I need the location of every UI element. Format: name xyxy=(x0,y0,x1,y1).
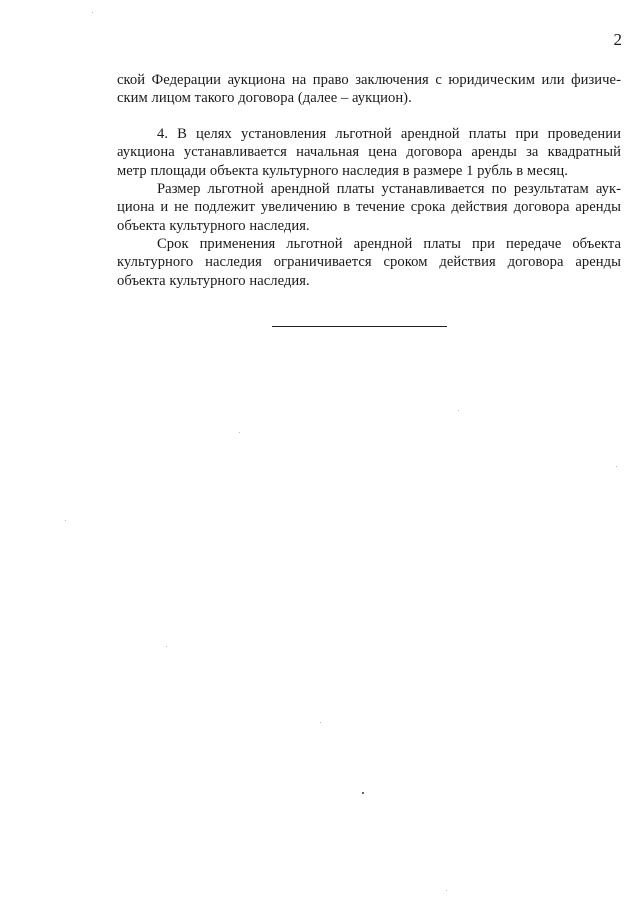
scan-speck xyxy=(166,646,167,647)
scan-speck xyxy=(92,12,93,13)
text-line: Размер льготной арендной платы устанавливается по результатам аук- xyxy=(157,181,621,197)
scan-speck xyxy=(320,722,321,723)
scan-speck xyxy=(458,410,459,411)
text-line: объекта культурного наследия. xyxy=(117,272,310,289)
text-line: ским лицом такого договора (далее – аукцион). xyxy=(117,90,412,107)
end-separator-line xyxy=(272,326,447,327)
text-line: Срок применения льготной арендной платы при передаче объекта xyxy=(157,236,621,252)
text-line: ской Федерации аукциона на право заключения с юридическим или физиче- xyxy=(117,72,621,88)
scan-speck xyxy=(616,466,617,467)
scan-speck xyxy=(65,520,66,521)
paragraph-continuation xyxy=(117,71,621,108)
text-line: культурного наследия ограничивается сроком действия договора аренды xyxy=(117,254,621,271)
text-line: циона и не подлежит увеличению в течение срока действия договора аренды xyxy=(117,199,621,216)
scan-speck xyxy=(362,792,364,794)
text-line: объекта культурного наследия. xyxy=(117,217,310,234)
paragraph-item-4 xyxy=(117,125,621,180)
text-line: аукциона устанавливается начальная цена договора аренды за квадратный xyxy=(117,144,621,161)
page-number: 2 xyxy=(613,30,622,49)
scan-speck xyxy=(239,432,240,433)
text-line: метр площади объекта культурного наследия в размере 1 рубль в месяц. xyxy=(117,162,568,179)
text-line: 4. В целях установления льготной арендной платы при проведении xyxy=(157,126,621,142)
scan-speck xyxy=(446,890,447,891)
paragraph-rent-term xyxy=(117,235,621,290)
paragraph-rent-size xyxy=(117,180,621,235)
